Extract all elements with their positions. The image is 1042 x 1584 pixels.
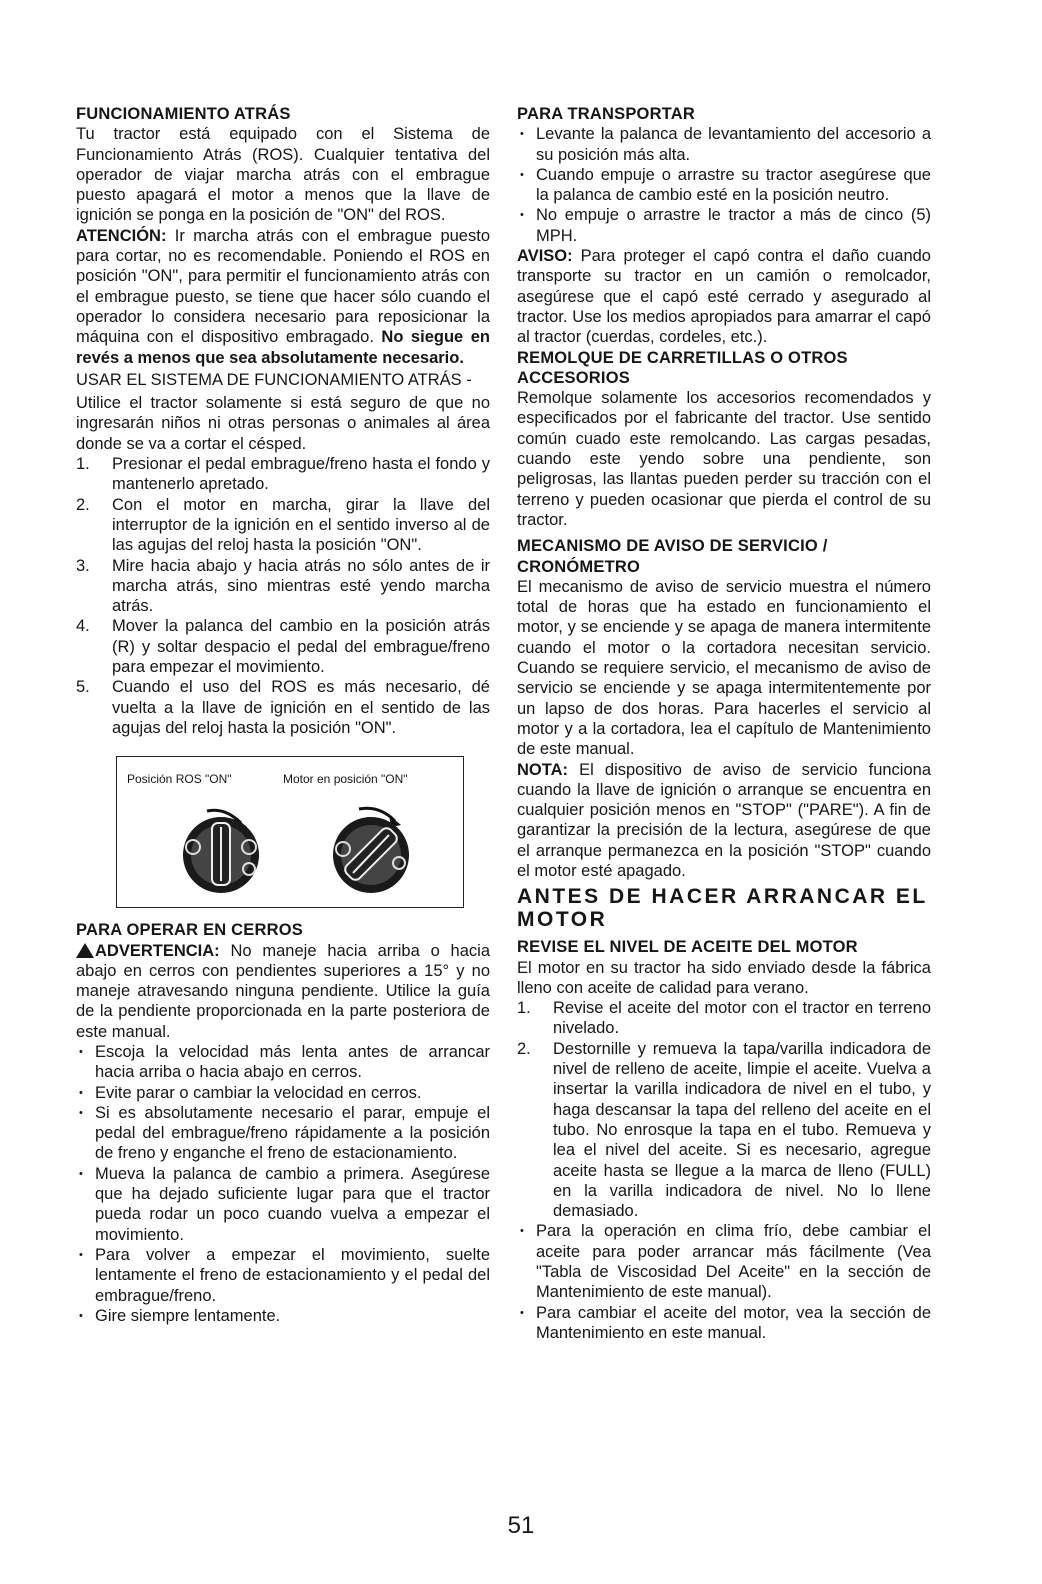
usar-paragraph: Utilice el tractor solamente si está seguro de que no ingresarán niños ni otras personas o animales al área donde se va a cortar el césped.	[76, 394, 490, 453]
antes-heading: ANTES DE HACER ARRANCAR EL MOTOR	[517, 885, 928, 932]
list-item: 5. Cuando el uso del ROS es más necesario, dé vuelta a la llave de ignición en el sentido de las agujas del reloj hasta la posición "ON".	[76, 678, 490, 737]
caption-ros-on: Posición ROS "ON"	[127, 772, 232, 787]
revise-heading: REVISE EL NIVEL DE ACEITE DEL MOTOR	[517, 938, 858, 957]
advertencia-paragraph	[76, 941, 490, 1042]
transportar-heading: PARA TRANSPORTAR	[517, 105, 695, 123]
aviso-text: Para proteger el capó contra el daño cuando transporte su tractor en un camión o remolcador, asegúrese que el capó esté cerrado y asegurado al tractor. Use los medios apropiados para amarrar el capó al tractor (cuerdas, cordeles, etc.).	[517, 247, 931, 347]
cerros-heading: PARA OPERAR EN CERROS	[76, 921, 303, 940]
ignition-knob-motor-icon	[313, 797, 423, 897]
transportar-bullet-list	[517, 124, 931, 246]
list-item: • Para volver a empezar el movimiento, suelte lentamente el freno de estacionamiento y el pedal del embrague/freno.	[76, 1245, 490, 1306]
right-column	[517, 104, 931, 1343]
left-column	[76, 104, 490, 1326]
aceite-bullet-list	[517, 1221, 931, 1343]
cerros-bullet-list	[76, 1042, 490, 1326]
funcionamiento-paragraph: Tu tractor está equipado con el Sistema de Funcionamiento Atrás (ROS). Cualquier tentativa del operador de viajar marcha atrás con el embrague puesto apagará el motor a menos que la llave de ignición se ponga en la posición de "ON" del ROS.	[76, 125, 490, 225]
atencion-label: ATENCIÓN:	[76, 226, 167, 245]
remolque-heading: REMOLQUE DE CARRETILLAS O OTROS ACCESORIOS	[517, 348, 848, 387]
list-item: 3. Mire hacia abajo y hacia atrás no sólo antes de ir marcha atrás, sino mientras esté yendo marcha atrás.	[76, 556, 490, 616]
list-item: • Si es absolutamente necesario el parar, empuje el pedal del embrague/freno rápidamente a la posición de freno y enganche el freno de estacionamiento.	[76, 1103, 490, 1164]
list-item: • Gire siempre lentamente.	[76, 1306, 490, 1326]
list-item: • Escoja la velocidad más lenta antes de arrancar hacia arriba o hacia abajo en cerros.	[76, 1042, 490, 1083]
list-item: • Evite parar o cambiar la velocidad en cerros.	[76, 1083, 490, 1103]
atencion-text: Ir marcha atrás con el embrague puesto para cortar, no es recomendable. Poniendo el ROS en posición "ON", para permitir el funcionamiento atrás con el embrague puesto, se tiene que hacer sólo cuando el operador lo considera necesario para reposicionar la máquina con el dispositivo embragado.	[76, 226, 490, 347]
aviso-paragraph	[517, 246, 931, 347]
funcionamiento-heading: FUNCIONAMIENTO ATRÁS	[76, 105, 291, 123]
list-item: • No empuje o arrastre le tractor a más de cinco (5) MPH.	[517, 205, 931, 246]
usar-heading: USAR EL SISTEMA DE FUNCIONAMIENTO ATRÁS -	[76, 370, 472, 389]
ignition-switch-figure	[116, 756, 464, 908]
list-item: 1. Presionar el pedal embrague/freno hasta el fondo y mantenerlo apretado.	[76, 455, 490, 494]
list-item: 2. Con el motor en marcha, girar la llave del interruptor de la ignición en el sentido inverso al de las agujas del reloj hasta la posición "ON".	[76, 495, 490, 555]
mecanismo-heading: MECANISMO DE AVISO DE SERVICIO / CRONÓMETRO	[517, 537, 828, 576]
ignition-knob-ros-icon	[163, 797, 273, 897]
list-item: • Para la operación en clima frío, debe cambiar el aceite para poder arrancar más fácilmente (Vea "Tabla de Viscosidad Del Aceite" en la sección de Mantenimiento de este manual).	[517, 1221, 931, 1302]
remolque-paragraph: Remolque solamente los accesorios recomendados y especificados por el fabricante del tractor. Use sentido común cuado este remolcando. Las cargas pesadas, cuando este yendo sobre una pendiente, son peligrosas, las llantas pueden perder su tracción con el terreno y pueden ocasionar que pierda el control de su tractor.	[517, 389, 931, 529]
mecanismo-paragraph: El mecanismo de aviso de servicio muestra el número total de horas que ha estado en funcionamiento el motor, y se enciende y se apaga de manera intermitente cuando el motor o la cortadora necesitan servicio. Cuando se requiere servicio, el mecanismo de aviso de servicio se enciende y se apaga intermitentemente por un lapso de dos horas. Para hacerles el servicio al motor y a la cortadora, lea el capítulo de Mantenimiento de este manual.	[517, 577, 931, 759]
aceite-steps-list	[517, 998, 931, 1221]
caption-motor-on: Motor en posición "ON"	[283, 772, 408, 787]
advertencia-label: ADVERTENCIA:	[95, 941, 220, 960]
atencion-bold-text: No siegue en revés a menos que sea absolutamente necesario.	[76, 328, 490, 367]
warning-icon	[76, 943, 94, 958]
list-item: • Mueva la palanca de cambio a primera. Asegúrese que ha dejado suficiente lugar para que el tractor pueda rodar un poco cuando vuelva a empezar el movimiento.	[76, 1164, 490, 1245]
page-number: 51	[507, 1512, 535, 1539]
ros-steps-list	[76, 454, 490, 738]
list-item: • Para cambiar el aceite del motor, vea la sección de Mantenimiento en este manual.	[517, 1303, 931, 1344]
list-item: 2. Destornille y remueva la tapa/varilla indicadora de nivel de relleno de aceite, limpie el aceite. Vuelva a insertar la varilla indicadora de nivel en el tubo, y haga descansar la tapa del relleno del aceite en el tubo. No enrosque la tapa en el tubo. Remueva y lea el nivel del aceite. Si es necesario, agregue aceite hasta se llegue a la marca de lleno (FULL) en la varilla indicadora de nivel. No lo llene demasiado.	[517, 1039, 931, 1221]
list-item: 1. Revise el aceite del motor con el tractor en terreno nivelado.	[517, 999, 931, 1038]
list-item: • Cuando empuje o arrastre su tractor asegúrese que la palanca de cambio esté en la posición neutro.	[517, 165, 931, 206]
nota-text: El dispositivo de aviso de servicio funciona cuando la llave de ignición o arranque se encuentra en cualquier posición menos en "STOP" ("PARE"). A fin de garantizar la precisión de la lectura, asegúrese de que el arranque permanezca en la posición "STOP" cuando el motor esté apagado.	[517, 760, 931, 880]
advertencia-text: No maneje hacia arriba o hacia abajo en cerros con pendientes superiores a 15° y no maneje atravesando ninguna pendiente. Utilice la guía de la pendiente proporcionada en la parte posteriora de este manual.	[76, 941, 490, 1041]
aviso-label: AVISO:	[517, 247, 573, 266]
list-item: • Levante la palanca de levantamiento del accesorio a su posición más alta.	[517, 124, 931, 165]
atencion-paragraph	[76, 226, 490, 368]
list-item: 4. Mover la palanca del cambio en la posición atrás (R) y soltar despacio el pedal del embrague/freno para empezar el movimiento.	[76, 617, 490, 677]
nota-paragraph	[517, 760, 931, 882]
revise-paragraph: El motor en su tractor ha sido enviado desde la fábrica lleno con aceite de calidad para verano.	[517, 958, 931, 997]
nota-label: NOTA:	[517, 760, 569, 779]
